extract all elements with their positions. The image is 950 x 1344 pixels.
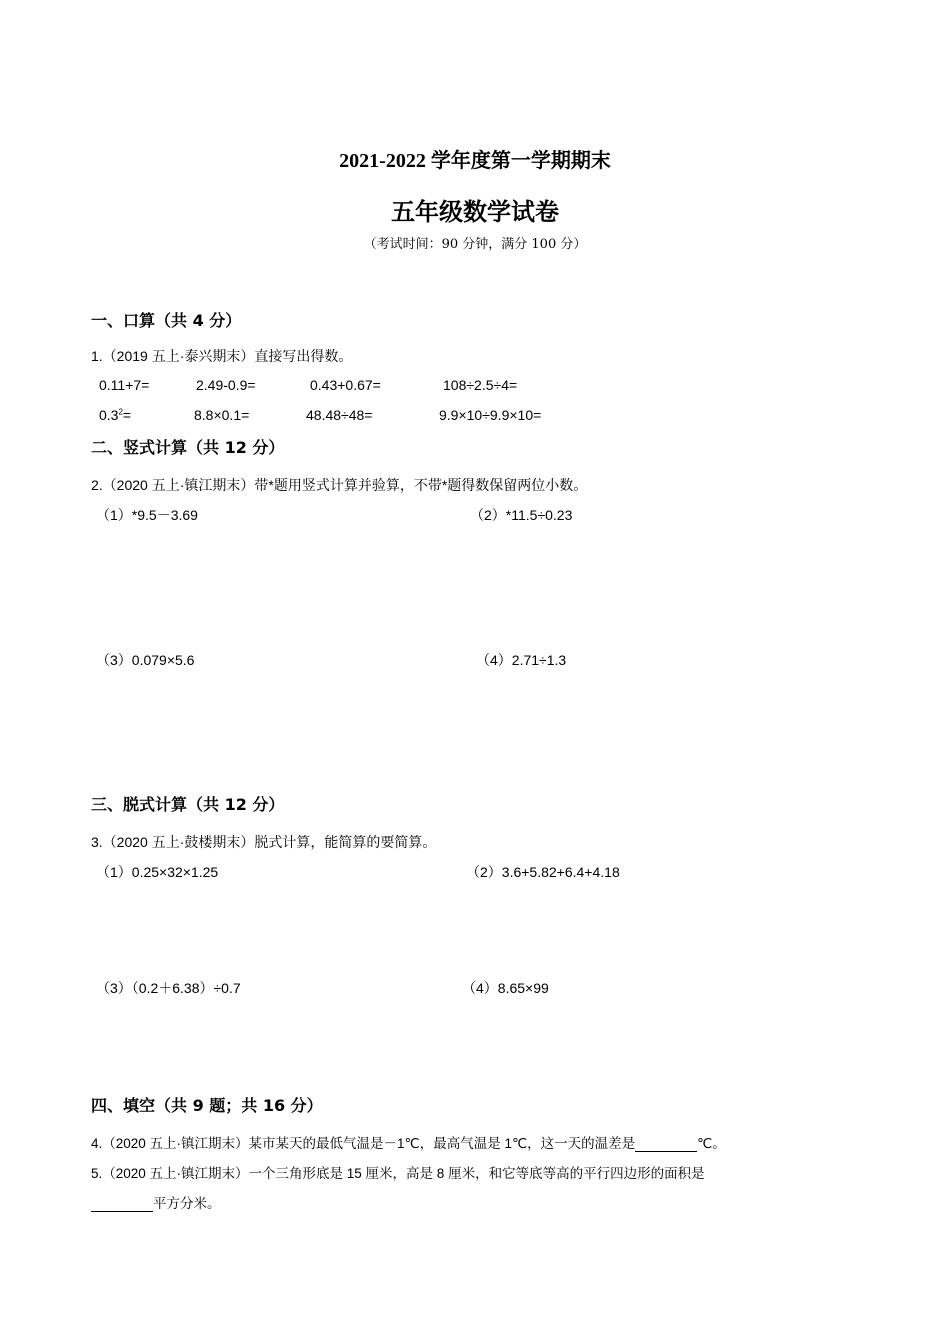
calc-item: 8.8×0.1= <box>194 407 250 423</box>
question-1: 1.（2019 五上·泰兴期末）直接写出得数。 <box>91 348 353 364</box>
question-3: 3.（2020 五上·鼓楼期末）脱式计算，能简算的要简算。 <box>91 834 437 850</box>
question-5-cont <box>91 1192 221 1212</box>
sub-question: （3）（0.2＋6.38）÷0.7 <box>96 980 241 996</box>
section-4-title: 四、填空（共 9 题；共 16 分） <box>91 1096 323 1115</box>
exam-note: （考试时间：90 分钟，满分 100 分） <box>363 237 587 252</box>
unit: 平方分米。 <box>153 1196 221 1211</box>
exam-title: 2021-2022 学年度第一学期期末 <box>339 150 611 172</box>
calc-item: 0.43+0.67= <box>310 377 381 393</box>
sub-question: （2）3.6+5.82+6.4+4.18 <box>466 864 620 880</box>
calc-item: 0.11+7= <box>99 377 150 393</box>
section-1-title: 一、口算（共 4 分） <box>91 311 242 330</box>
question-4 <box>91 1132 726 1152</box>
calc-item: 2.49-0.9= <box>196 377 256 393</box>
equals-sign: = <box>122 407 132 423</box>
exponent: 2 <box>118 407 123 417</box>
sub-question: （3）0.079×5.6 <box>96 652 195 668</box>
question-2: 2.（2020 五上·镇江期末）带*题用竖式计算并验算，不带*题得数保留两位小数。 <box>91 477 588 493</box>
calc-item: 9.9×10÷9.9×10= <box>439 407 542 423</box>
sub-question: （1）0.25×32×1.25 <box>96 864 219 880</box>
exam-subtitle: 五年级数学试卷 <box>391 198 559 226</box>
unit: ℃。 <box>697 1136 726 1151</box>
calc-item: 48.48÷48= <box>306 407 373 423</box>
sub-question: （4）8.65×99 <box>462 980 549 996</box>
sub-question: （4）2.71÷1.3 <box>476 652 567 668</box>
calc-item: 108÷2.5÷4= <box>443 377 518 393</box>
section-2-title: 二、竖式计算（共 12 分） <box>91 438 285 457</box>
question-5: 5.（2020 五上·镇江期末）一个三角形底是 15 厘米，高是 8 厘米，和它等底等高的平行四边形的面积是 <box>91 1166 705 1181</box>
question-4-text: 4.（2020 五上·镇江期末）某市某天的最低气温是－1℃，最高气温是 1℃，这一天的温差是 <box>91 1136 636 1151</box>
sub-question: （1）*9.5－3.69 <box>96 507 198 523</box>
calc-base: 0.3 <box>99 407 119 423</box>
answer-blank[interactable] <box>91 1197 153 1212</box>
answer-blank[interactable] <box>635 1137 697 1152</box>
sub-question: （2）*11.5÷0.23 <box>470 507 573 523</box>
calc-item <box>99 407 131 423</box>
section-3-title: 三、脱式计算（共 12 分） <box>91 795 285 814</box>
